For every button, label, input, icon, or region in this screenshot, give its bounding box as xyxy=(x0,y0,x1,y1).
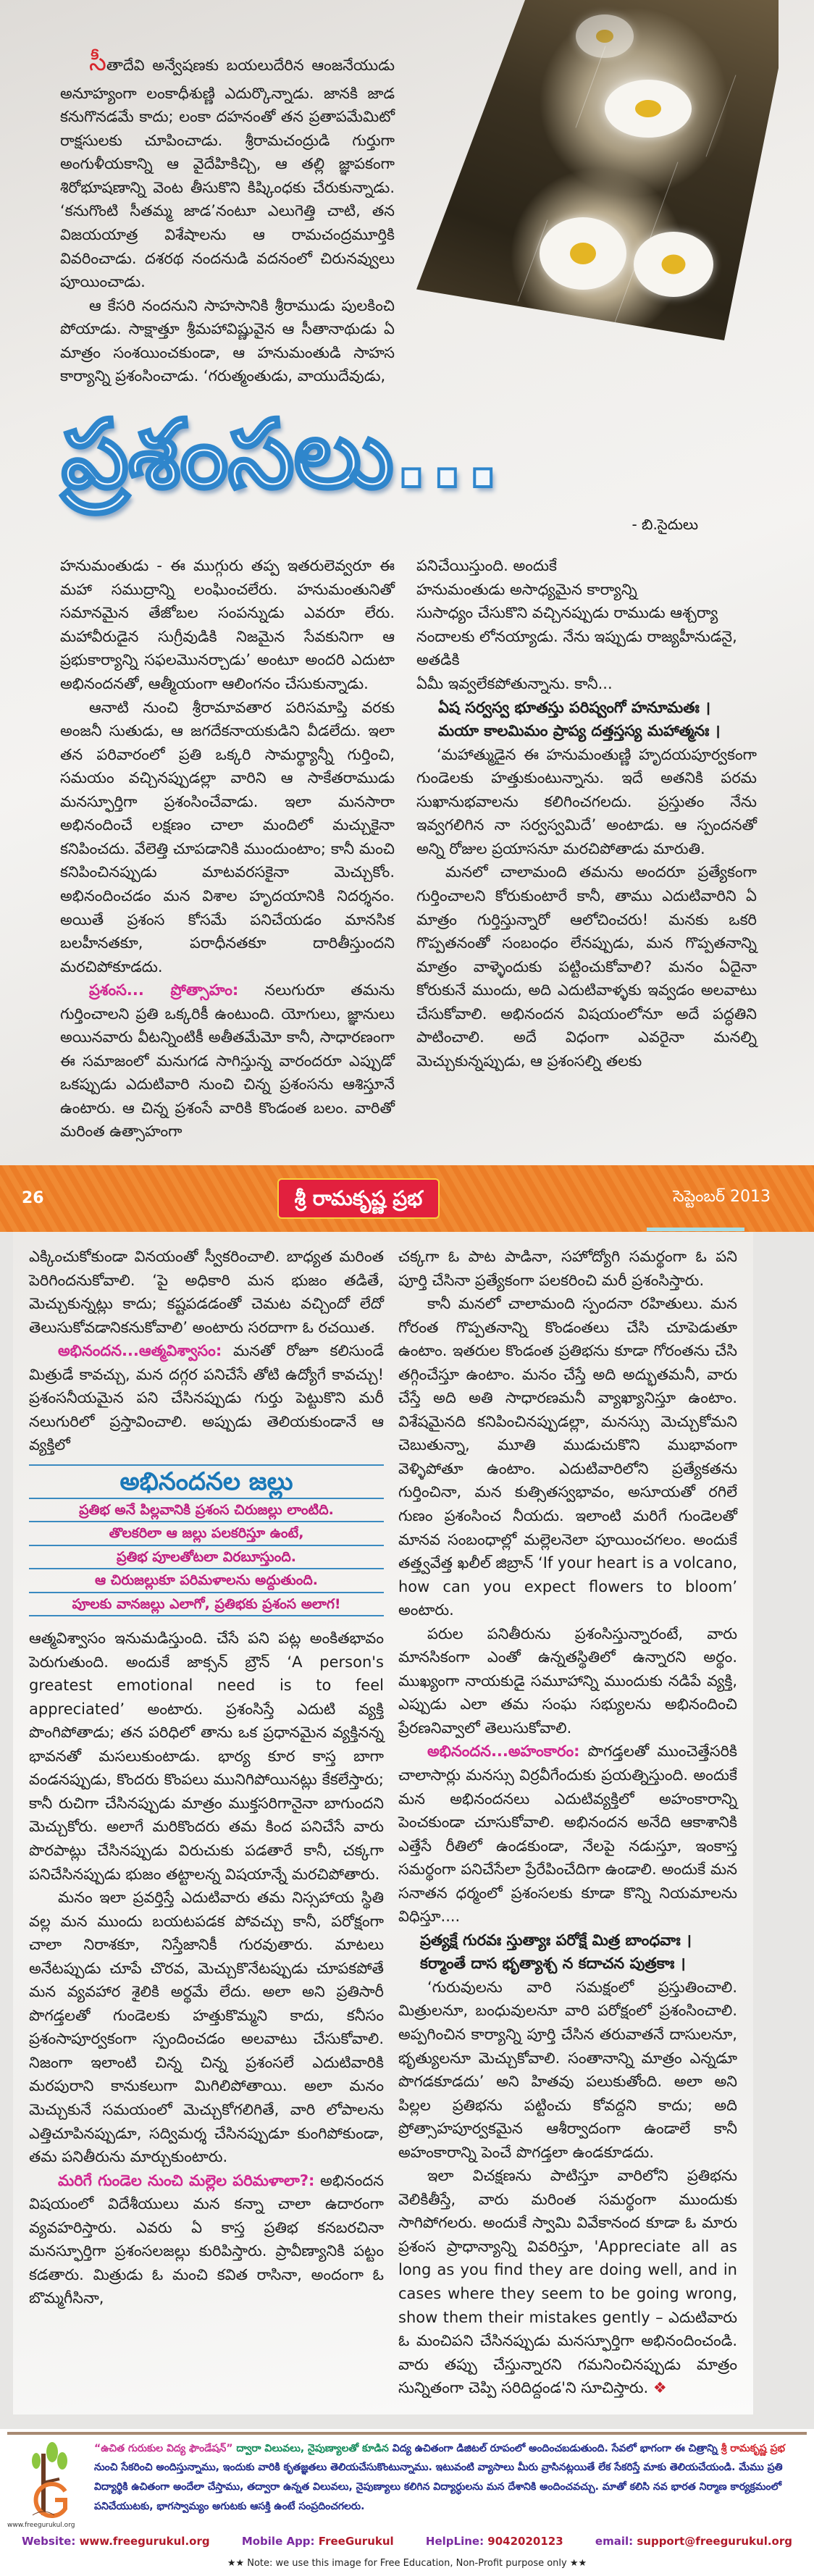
intro-text-column xyxy=(60,43,395,388)
paragraph: మనం ఇలా ప్రవర్తిస్తే ఎదుటివారు తమ నిస్సహాయ స్థితి వల్ల మన ముందు బయటపడక పోవచ్చు కానీ, పరోక్షంగా చాలా నిరాశకూ, నిస్తేజానికీ గురవుతారు. మాటలు అనేటప్పుడు చూపే చొరవ, మెచ్చుకొనేటప్పుడు చూపకపోతే మన వ్యవహార శైలికి అర్థమే లేదు. అలా అని ప్రతిసారీ పొగడ్తలతో గుండెలకు హత్తుకొమ్మని కాదు, కనీసం ప్రశంసాపూర్వకంగా స్పందించడం అలవాటు చేసుకోవాలి. నిజంగా ఇలాంటి చిన్న చిన్న ప్రశంసలే ఎదుటివారికి మరపురాని కానుకలుగా మిగిలిపోతాయి. అలా మనం మెచ్చుకునే సమయంలో మెచ్చుకోగలిగితే, వారి లోపాలను ఎత్తిచూపినప్పుడూ, సద్విమర్శ చేసినప్పుడూ కుంగిపోకుండా, తమ పనితీరును మార్చుకుంటారు. xyxy=(29,1889,384,2166)
paragraph-text: నలుగురూ తమను గుర్తించాలని ప్రతి ఒక్కరికీ ఉంటుంది. యోగులు, జ్ఞానులు అయినవారు వీటన్నింటికీ అతీతమేమో కానీ, సాధారణంగా ఈ సమాజంలో మనుగడ సాగిస్తున్న వారందరూ ఎప్పుడో ఒకప్పుడు ఎదుటివారి నుంచి చిన్న ప్రశంసను ఆశిస్తూనే ఉంటారు. ఆ చిన్న ప్రశంసే వారికి కొండంత బలం. వారితో మరింత ఉత్సాహంగా xyxy=(60,981,395,1141)
text-line: ఏమీ ఇవ్వలేకపోతున్నాను. కానీ... xyxy=(416,675,613,693)
app-contact xyxy=(242,2535,394,2548)
sanskrit-verse-line: కర్మాంతే దాస భృత్యాశ్చ న కదాచన పుత్రకాః । xyxy=(420,1955,686,1973)
app-name: FreeGurukul xyxy=(318,2534,394,2548)
lower-left-column-top xyxy=(29,1245,384,1457)
freegurukul-logo xyxy=(7,2439,87,2529)
paragraph: ఆత్మవిశ్వాసం ఇనుమడిస్తుంది. చేసే పని పట్ల అంకితభావం పెరుగుతుంది. అందుకే జాక్సన్ బ్రౌన్ ‘A person's greatest emotional need is to feel appreciated’ అంటారు. ప్రశంసిస్తే ఎదుటి వ్యక్తి పొంగిపోతాడు; తన పరిధిలో తాను ఒక ప్రధానమైన వ్యక్తినన్న భావనతో మసలుకుంటాడు. భార్య కూర కాస్త బాగా వండనప్పుడు, కొందరు కొంపలు మునిగిపోయినట్లు కేకలేస్తారు; కానీ రుచిగా చేసినప్పుడు మాత్రం ముక్తసరిగానైనా బాగుందని మెచ్చుకోరు. అలాగే మరికొందరు తమ కింద పనిచేసే వారు పొరపాట్లు చేసినప్పుడు విరుచుకు పడతారే కానీ, చక్కగా పనిచేసినప్పుడు భుజం తట్టాలన్న విషయాన్నే మరచిపోతారు. xyxy=(29,1629,384,1883)
paragraph: చక్కగా ఓ పాట పాడినా, సహోద్యోగి సమర్థంగా ఓ పని పూర్తి చేసినా ప్రత్యేకంగా పలకరించి మరీ ప్రశంసిస్తారు. xyxy=(398,1247,737,1289)
paragraph: ఎక్కించుకోకుండా వినయంతో స్వీకరించాలి. బాధ్యత మరింత పెరిగిందనుకోవాలి. ‘పై అధికారి మన భుజం తడితే, మెచ్చుకున్నట్లు కాదు; కష్టపడడంతో చెమట వచ్చిందో లేదో తెలుసుకోవడానికనుకోవాలి’ అంటారు సరదాగా ఓ రచయిత. xyxy=(29,1247,384,1336)
paragraph xyxy=(60,978,395,1144)
logo-caption: www.freegurukul.org xyxy=(7,2521,75,2529)
paragraph-text: పొగడ్తలతో ముంచెత్తేసరికి చాలాసార్లు మనస్సు విర్రవీగేందుకు ప్రయత్నిస్తుంది. అందుకే మన అభినందనలు ఎదుటివ్యక్తిలో అహంకారాన్ని పెంచకుండా చూసుకోవాలి. అభినందన అనేది ఆకాశానికి ఎత్తేసే రీతిలో ఉండకుండా, నేలపై నడుస్తూ, ఇంకాస్త సమర్థంగా పనిచేసేలా ప్రేరేపించేదిగా ఉండాలి. అందుకే మన సనాతన ధర్మంలో ప్రశంసలకు కూడా కొన్ని నియమాలను విధిస్తూ.... xyxy=(398,1742,737,1926)
helpline-number: 9042020123 xyxy=(487,2534,563,2548)
article-title: ప్రశంసలు... xyxy=(62,398,501,509)
magazine-logo: శ్రీ రామకృష్ణ ప్రభ xyxy=(277,1178,440,1219)
issue-date: సెప్టెంబర్ 2013 xyxy=(673,1187,771,1206)
text-line: హనుమంతుడు అసాధ్యమైన కార్యాన్ని xyxy=(416,580,637,598)
usage-note: ★★ Note: we use this image for Free Education, Non-Profit purpose only ★★ xyxy=(227,2557,587,2569)
drop-cap: సీ xyxy=(89,48,106,77)
text-panel xyxy=(13,1232,753,2415)
page-number: 26 xyxy=(22,1189,44,1208)
footer-text: ద్వారా విలువలు, నైపుణ్యాలతో కూడిన xyxy=(232,2442,389,2454)
poem-line: పూలకు వానజల్లు ఎలాగో, ప్రతిభకు ప్రశంస అలాగ! xyxy=(29,1593,384,1616)
section-heading: ప్రశంస... ప్రోత్సాహం: xyxy=(89,981,239,999)
website-contact[interactable] xyxy=(22,2535,210,2548)
paragraph-text: మనతో రోజూ కలిసుండే మిత్రుడే కావచ్చు, మన దగ్గర పనిచేసే తోటి ఉద్యోగే కావచ్చు! ప్రశంసనీయమైన పని చేసినప్పుడు గుర్తు పెట్టుకొని మరీ నలుగురిలో ప్రస్తావించాలి. అప్పుడు తెలియకుండానే ఆ వ్యక్తిలో xyxy=(29,1342,384,1454)
helpline-label: HelpLine: xyxy=(425,2534,484,2548)
poem-box xyxy=(29,1464,384,1616)
paragraph xyxy=(29,2169,384,2310)
section-heading: అభినందన...ఆత్మవిశ్వాసం: xyxy=(58,1342,222,1360)
poem-title: అభినందనల జల్లు xyxy=(29,1464,384,1499)
lower-right-column xyxy=(398,1245,737,2400)
section-heading: అభినందన...అహంకారం: xyxy=(427,1742,580,1761)
article-lower-section xyxy=(0,1232,814,2429)
text-line: పనిచేయిస్తుంది. అందుకే xyxy=(416,557,557,575)
footer-text: నుంచి సేకరించి అందిస్తున్నాము, ఇందుకు వారికి కృతజ్ఞతలు తెలియచేసుకొంటున్నాము. ఇటువంటి వ్యాసాలు మీరు వ్రాసినట్లయితే లేక సేకరిస్తే మాకు తెలియచేయండి. మేము ప్రతి విద్యార్థికి ఉచితంగా అందేలా చేస్తాము, తద్వారా ఉన్నత విలువలు, నైపుణ్యాలు కలిగిన విద్యార్ధులను మన దేశానికి అందించవచ్చు. మాతో కలిసి నవ భారత నిర్మాణ కార్యక్రమంలో పనిచేయుటకు, భాగస్వామ్యం అగుటకు ఆసక్తి ఉంటే సంప్రదించగలరు. xyxy=(94,2462,783,2512)
paragraph xyxy=(29,1339,384,1457)
text-line: నందాలకు లోనయ్యాడు. నేను ఇప్పుడు రాజ్యహీనుడనై, అతడికి xyxy=(416,627,737,669)
website-label: Website: xyxy=(22,2534,76,2548)
footer xyxy=(0,2429,814,2576)
email-contact[interactable] xyxy=(595,2535,792,2548)
poem-line: తొలకరిలా ఆ జల్లు పలకరిస్తూ ఉంటే, xyxy=(29,1522,384,1545)
lower-left-column-bottom xyxy=(29,1627,384,2310)
top-left-column xyxy=(60,554,395,1144)
paragraph: పరుల పనితీరును ప్రశంసిస్తున్నారంటే, వారు మానసికంగా ఎంతో ఉన్నతస్థితిలో ఉన్నారని అర్థం. ముఖ్యంగా నాయకుడై సమూహాన్ని ముందుకు నడిపే వ్యక్తి, ఎప్పుడు ఎలా తమ సంఘ సభ్యులను అభినందించి ప్రేరణనివ్వాలో తెలుసుకోవాలి. xyxy=(398,1624,737,1737)
page-header-band xyxy=(0,1165,814,1232)
poem-line: ప్రతిభ పూలతోటలా విరబూస్తుంది. xyxy=(29,1546,384,1569)
website-link[interactable]: www.freegurukul.org xyxy=(79,2534,210,2548)
sanskrit-verse-line: మయా కాలమిమం ప్రాప్య దత్తస్తస్య మహాత్మనః । xyxy=(438,722,721,740)
footer-description xyxy=(94,2439,807,2529)
email-link[interactable]: support@freegurukul.org xyxy=(637,2534,792,2548)
article-top-section xyxy=(0,0,814,1165)
paragraph-text: అభినందన విషయంలో విదేశీయులు మన కన్నా చాలా ఉదారంగా వ్యవహరిస్తారు. ఎవరు ఏ కాస్త ప్రతిభ కనబరచినా మనస్ఫూర్తిగా ప్రశంసలజల్లు కురిపిస్తారు. ప్రావీణ్యానికి పట్టం కడతారు. మిత్రుడు ఓ మంచి కవిత రాసినా, అందంగా ఓ బొమ్మగీసినా, xyxy=(29,2171,384,2307)
email-label: email: xyxy=(595,2534,634,2548)
top-right-column xyxy=(416,554,757,1073)
footer-divider xyxy=(7,2432,807,2435)
magazine-credit: శ్రీ రామకృష్ణ ప్రభ xyxy=(721,2442,785,2454)
section-heading: మరిగే గుండెల నుంచి మల్లెల పరిమళాలా?: xyxy=(58,2171,315,2189)
helpline-contact xyxy=(426,2535,563,2548)
paragraph xyxy=(398,1740,737,1928)
paragraph-text: ఇలా విచక్షణను పాటిస్తూ వారిలోని ప్రతిభను వెలికితీస్తే, వారు మరింత సమర్థంగా ముందుకు సాగిపోగలరు. అందుకే స్వామి వివేకానంద కూడా ఓ మారు ప్రశంస ప్రాధాన్యాన్ని వివరిస్తూ, 'Appreciate all as long as you find they are doing well, and in cases where they seem to be going wrong, show them their mistakes gently – ఎదుటివారు ఓ మంచిపని చేసినప్పుడు మనస్ఫూర్తిగా అభినందించండి. వారు తప్పు చేస్తున్నారని గమనించినప్పుడు మాత్రం సున్నితంగా చెప్పి సరిదిద్దండ'ని సూచిస్తారు. xyxy=(398,2167,737,2397)
decorative-rule xyxy=(647,1228,744,1231)
contact-row xyxy=(7,2529,807,2554)
author-byline: - బి.సైదులు xyxy=(632,516,698,534)
paragraph: తాదేవి అన్వేషణకు బయలుదేరిన ఆంజనేయుడు అనూహ్యంగా లంకాధీశుణ్ణి ఎదుర్కొన్నాడు. జానకి జాడ కనుగొనడమే కాదు; లంకా దహనంతో తన ప్రతాపమేమిటో రాక్షసులకు చూపించాడు. శ్రీరామచంద్రుడి గుర్తుగా అంగుళీయకాన్ని ఆ వైదేహికిచ్చి, ఆ తల్లి జ్ఞాపకంగా శిరోభూషణాన్ని వెంట తీసుకొని కిష్కింధకు చేరుకున్నాడు. ‘కనుగొంటి సీతమ్మ జాడ’నంటూ ఎలుగెత్తి చాటి, తన విజయయాత్ర విశేషాలను ఆ రామచంద్రమూర్తికి వివరించాడు. దశరథ నందనుడి వదనంలో చిరునవ్వులు పూయించాడు. xyxy=(60,56,395,291)
paragraph xyxy=(398,2164,737,2399)
text-line: సుసాధ్యం చేసుకొని వచ్చినప్పుడు రాముడు ఆశ్చర్యా xyxy=(416,604,718,622)
paragraph: ‘గురువులను వారి సమక్షంలో ప్రస్తుతించాలి. మిత్రులనూ, బంధువులనూ వారి పరోక్షంలో ప్రశంసించాలి. అప్పగించిన కార్యాన్ని పూర్తి చేసిన తరువాతనే దాసులనూ, భృత్యులనూ మెచ్చుకోవాలి. సంతానాన్ని మాత్రం ఎన్నడూ పొగడకూడదు’ అని హితవు పలుకుతోంది. అలా అని పిల్లల ప్రతిభను పట్టించు కోవద్దని కాదు; అది ప్రోత్సాహపూర్వకమైన ఆశీర్వాదంగా ఉండాలే కానీ అహంకారాన్ని పెంచే పొగడ్తలా ఉండకూడదు. xyxy=(398,1978,737,2161)
paragraph: కానీ మనలో చాలామంది స్పందనా రహితులు. మన గోరంత గొప్పతనాన్ని కొండంతలు చేసి చూపెడుతూ ఉంటాం. ఇతరుల కొండంత ప్రతిభను కూడా గోరంతను చేసి తగ్గించేస్తూ ఉంటాం. మనం చేస్తే అది అద్భుతమనీ, వారు చేస్తే అది అతి సాధారణమనీ వ్యాఖ్యానిస్తూ ఉంటాం. విశేషమైనది కనిపించినప్పుడల్లా, మనస్సు మెచ్చుకోమని చెబుతున్నా, మూతి ముడుచుకొని ముభావంగా వెళ్ళిపోతూ ఉంటాం. ఎదుటివారిలోని ప్రత్యేకతను గుర్తించినా, మన కుత్సితస్వభావం, అసూయతో రగిలే గుణం ప్రశంసించ నీయదు. ఇలాంటి మరిగే గుండెలతో మానవ సంబంధాల్లో మల్లెలనెలా పూయించగలం. అందుకే తత్త్వవేత్త ఖలీల్ జిబ్రాన్ ‘If your heart is a volcano, how can you expect flowers to bloom’ అంటారు. xyxy=(398,1295,737,1619)
foundation-name: “ఉచిత గురుకుల విద్య ఫౌండేషన్” xyxy=(94,2442,233,2454)
poem-line: ప్రతిభ అనే పిల్లవానికి ప్రశంస చిరుజల్లు లాంటిది. xyxy=(29,1499,384,1522)
daisies-in-rain-photo xyxy=(416,0,779,340)
paragraph: మనలో చాలామంది తమను అందరూ ప్రత్యేకంగా గుర్తించాలని కోరుకుంటారే కానీ, తాము ఎదుటివారిని ఏ మాత్రం గుర్తిస్తున్నారో ఆలోచించరు! మనకు ఒకరి గొప్పతనంతో సంబంధం లేనప్పుడు, మన గొప్పతనాన్ని మాత్రం వాళ్ళెందుకు పట్టించుకోవాలి? మనం ఏదైనా కోరుకునే ముందు, అది ఎదుటివాళ్ళకు ఇవ్వడం అలవాటు చేసుకోవాలి. అభినందన విషయంలోనూ అదే పద్ధతిని పాటించాలి. అదే విధంగా ఎవరైనా మనల్ని మెచ్చుకున్నప్పుడు, ఆ ప్రశంసల్ని తలకు xyxy=(416,863,757,1070)
footer-text: విద్య ఉచితంగా డిజిటల్ రూపంలో అందించబడుతుంది. సేవలో భాగంగా ఈ చిత్రాన్ని xyxy=(388,2442,718,2454)
app-label: Mobile App: xyxy=(241,2534,315,2548)
paragraph: ఆనాటి నుంచి శ్రీరామావతార పరిసమాప్తి వరకు అంజనీ సుతుడు, ఆ జగదేకనాయకుడిని వీడలేదు. ఇలా తన పరివారంలో ప్రతి ఒక్కరి సామర్థ్యాన్నీ గుర్తించి, సమయం వచ్చినప్పుడల్లా వారిని ఆ సాకేతరాముడు మనస్ఫూర్తిగా ప్రశంసించేవాడు. ఇలా మనసారా అభినందించే లక్షణం చాలా మందిలో మచ్చుకైనా కనిపించదు. వేలెత్తి చూపడానికి ముందుంటాం; కానీ మంచి కనిపించినప్పుడు మాటవరసకైనా మెచ్చుకోం. అభినందించడం మన విశాల హృదయానికి నిదర్శనం. అయితే ప్రశంస కోసమే పనిచేయడం మానసిక బలహీనతకూ, పరాధీనతకూ దారితీస్తుందని మరచిపోకూడదు. xyxy=(60,698,395,976)
sanskrit-verse-line: ఏష సర్వస్వ భూతస్తు పరిష్వంగో హనూమతః । xyxy=(438,698,711,716)
paragraph: ఆ కేసరి నందనుని సాహసానికి శ్రీరాముడు పులకించి పోయాడు. సాక్షాత్తూ శ్రీమహావిష్ణువైన ఆ సీతానాథుడు ఏ మాత్రం సంశయించకుండా, ఆ హనుమంతుడి సాహస కార్యాన్ని ప్రశంసించాడు. ‘గరుత్మంతుడు, వాయుదేవుడు, xyxy=(60,296,395,385)
paragraph: హనుమంతుడు - ఈ ముగ్గురు తప్ప ఇతరులెవ్వరూ ఈ మహా సముద్రాన్ని లంఘించలేరు. హనుమంతునితో సమానమైన తేజోబల సంపన్నుడు ఎవరూ లేరు. మహావీరుడైన సుగ్రీవుడికి నిజమైన సేవకునిగా ఆ ప్రభుకార్యాన్ని సఫలమొనర్చాడు’ అంటూ అందరి ఎదుటా అభినందనతో, ఆత్మీయంగా ఆలింగనం చేసుకున్నాడు. xyxy=(60,557,395,693)
poem-line: ఆ చిరుజల్లుకూ పరిమళాలను అద్దుతుంది. xyxy=(29,1569,384,1593)
end-mark: ❖ xyxy=(653,2379,667,2397)
paragraph: ‘మహాత్ముడైన ఈ హనుమంతుణ్ణి హృదయపూర్వకంగా గుండెలకు హత్తుకుంటున్నాను. ఇదే అతనికి పరమ సుఖానుభవాలను కలిగించగలదు. ప్రస్తుతం నేను ఇవ్వగలిగిన నా సర్వస్వమిదే’ అంటాడు. ఆ స్పందనతో అన్ని రోజుల ప్రయాసనూ మరచిపోతాడు మారుతి. xyxy=(416,745,757,857)
tree-logo-icon xyxy=(7,2439,80,2519)
sanskrit-verse-line: ప్రత్యక్షే గురవః స్తుత్యాః పరోక్షే మిత్ర బాంధవాః । xyxy=(420,1931,692,1949)
